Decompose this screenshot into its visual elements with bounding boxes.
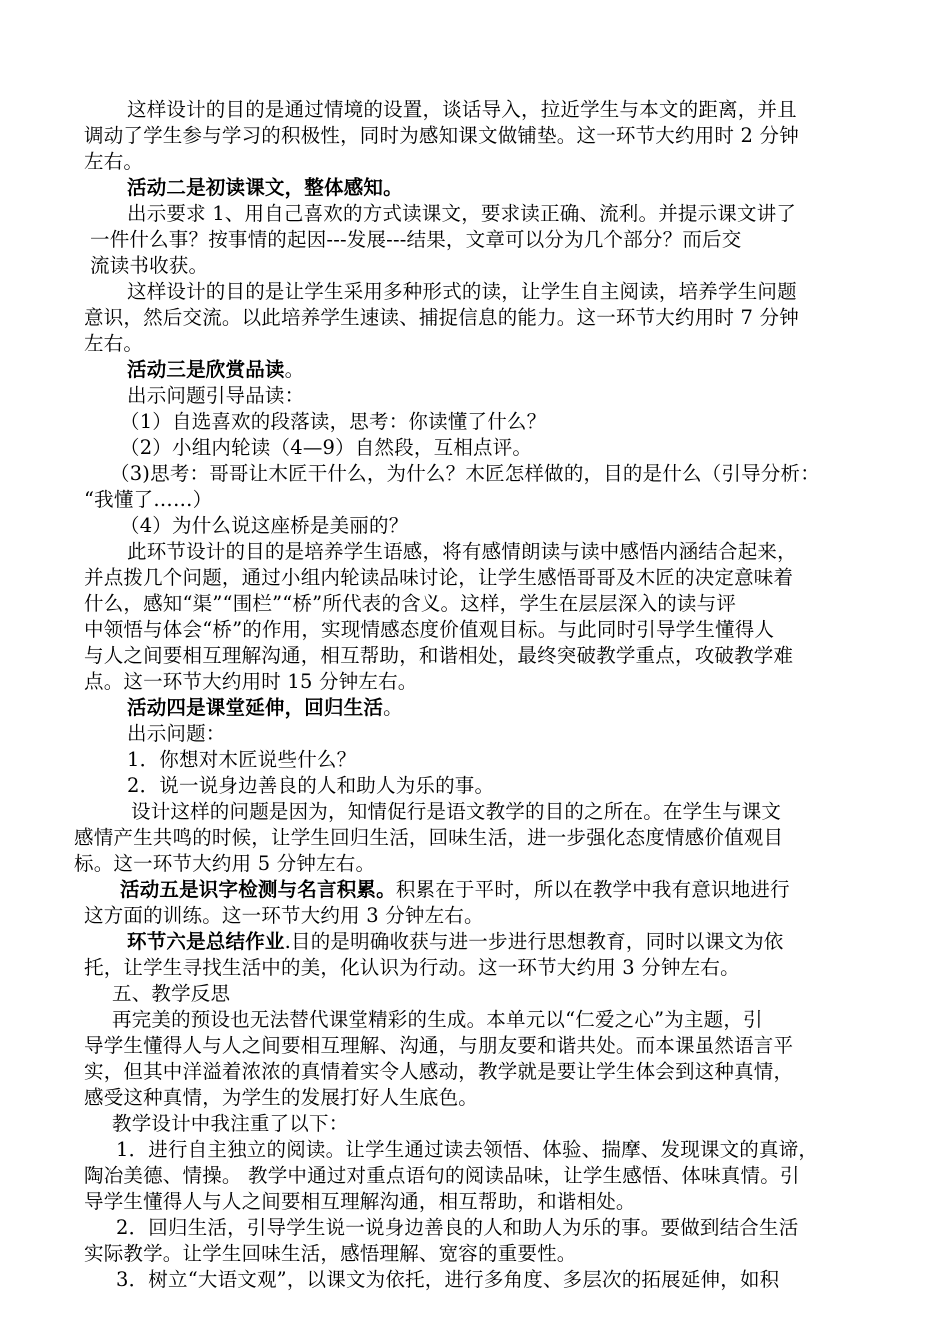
paragraph-line: 感受这种真情，为学生的发展打好人生底色。 (84, 1086, 479, 1109)
list-item: 2．回归生活，引导学生说一说身边善良的人和助人为乐的事。要做到结合生活 (116, 1216, 799, 1239)
paragraph-line: 实际教学。让学生回味生活，感悟理解、宽容的重要性。 (84, 1242, 577, 1265)
paragraph-line: 左右。 (84, 332, 144, 355)
paragraph-line: 再完美的预设也无法替代课堂精彩的生成。本单元以“仁爱之心”为主题，引 (112, 1008, 763, 1031)
section-heading: 活动五是识字检测与名言积累。积累在于平时，所以在教学中我有意识地进行 (120, 878, 790, 901)
paragraph-line: 与人之间要相互理解沟通，相互帮助，和谐相处，最终突破教学重点，攻破教学难 (84, 644, 794, 667)
paragraph-line: 一件什么事？按事情的起因---发展---结果，文章可以分为几个部分？而后交 (90, 228, 742, 251)
paragraph-line: 出示问题引导品读： (127, 384, 305, 407)
paragraph-line: 什么，感知“渠”“围栏”“桥”所代表的含义。这样，学生在层层深入的读与评 (84, 592, 737, 615)
list-item: “我懂了……） (84, 488, 213, 511)
paragraph-line: 点。这一环节大约用时 15 分钟左右。 (84, 670, 418, 693)
paragraph-line: 导学生懂得人与人之间要相互理解沟通，相互帮助，和谐相处。 (84, 1190, 636, 1213)
list-item: 3．树立“大语文观”，以课文为依托，进行多角度、多层次的拓展延伸，如积 (116, 1268, 780, 1291)
section-heading: 活动二是初读课文，整体感知。 (127, 176, 403, 199)
paragraph-line: 调动了学生参与学习的积极性，同时为感知课文做铺垫。这一环节大约用时 2 分钟 (84, 124, 799, 147)
list-item: 1．你想对木匠说些什么？ (127, 748, 357, 771)
paragraph-line: 出示问题： (127, 722, 226, 745)
section-heading: 活动三是欣赏品读。 (127, 358, 305, 381)
paragraph-line: 设计这样的问题是因为，知情促行是语文教学的目的之所在。在学生与课文 (131, 800, 782, 823)
paragraph-line: 意识，然后交流。以此培养学生速读、捕捉信息的能力。这一环节大约用时 7 分钟 (84, 306, 799, 329)
paragraph-line: 流读书收获。 (90, 254, 209, 277)
list-item: 2．说一说身边善良的人和助人为乐的事。 (127, 774, 495, 797)
paragraph-line: 陶冶美德、情操。 教学中通过对重点语句的阅读品味，让学生感悟、体味真情。引 (84, 1164, 800, 1187)
list-item: （2）小组内轮读（4—9）自然段，互相点评。 (120, 436, 533, 459)
paragraph-line: 教学设计中我注重了以下： (112, 1112, 349, 1135)
paragraph-line: 出示要求 1、用自己喜欢的方式读课文，要求读正确、流利。并提示课文讲了 (127, 202, 797, 225)
paragraph-line: 实，但其中洋溢着浓浓的真情着实令人感动，教学就是要让学生体会到这种真情， (84, 1060, 794, 1083)
paragraph-line: 感情产生共鸣的时候，让学生回归生活，回味生活，进一步强化态度情感价值观目 (74, 826, 784, 849)
paragraph-line: 这方面的训练。这一环节大约用 3 分钟左右。 (84, 904, 484, 927)
paragraph-line: 托，让学生寻找生活中的美，化认识为行动。这一环节大约用 3 分钟左右。 (84, 956, 740, 979)
paragraph-line: 此环节设计的目的是培养学生语感，将有感情朗读与读中感悟内涵结合起来， (127, 540, 797, 563)
paragraph-line: 并点拨几个问题，通过小组内轮读品味讨论，让学生感悟哥哥及木匠的决定意味着 (84, 566, 794, 589)
paragraph-line: 左右。 (84, 150, 144, 173)
list-item: （1）自选喜欢的段落读，思考：你读懂了什么？ (120, 410, 547, 433)
paragraph-line: 中领悟与体会“桥”的作用，实现情感态度价值观目标。与此同时引导学生懂得人 (84, 618, 775, 641)
paragraph-line: 标。这一环节大约用 5 分钟左右。 (74, 852, 376, 875)
list-item: 1．进行自主独立的阅读。让学生通过读去领悟、体验、揣摩、发现课文的真谛， (116, 1138, 819, 1161)
list-item: （3)思考：哥哥让木匠干什么，为什么？木匠怎样做的，目的是什么（引导分析： (110, 462, 820, 485)
list-item: （4）为什么说这座桥是美丽的？ (120, 514, 409, 537)
section-heading: 五、教学反思 (112, 982, 231, 1005)
section-heading: 环节六是总结作业.目的是明确收获与进一步进行思想教育，同时以课文为依 (127, 930, 784, 953)
section-heading: 活动四是课堂延伸，回归生活。 (127, 696, 403, 719)
paragraph-line: 这样设计的目的是让学生采用多种形式的读，让学生自主阅读，培养学生问题 (127, 280, 797, 303)
paragraph-line: 这样设计的目的是通过情境的设置，谈话导入，拉近学生与本文的距离，并且 (127, 98, 797, 121)
paragraph-line: 导学生懂得人与人之间要相互理解、沟通，与朋友要和谐共处。而本课虽然语言平 (84, 1034, 794, 1057)
